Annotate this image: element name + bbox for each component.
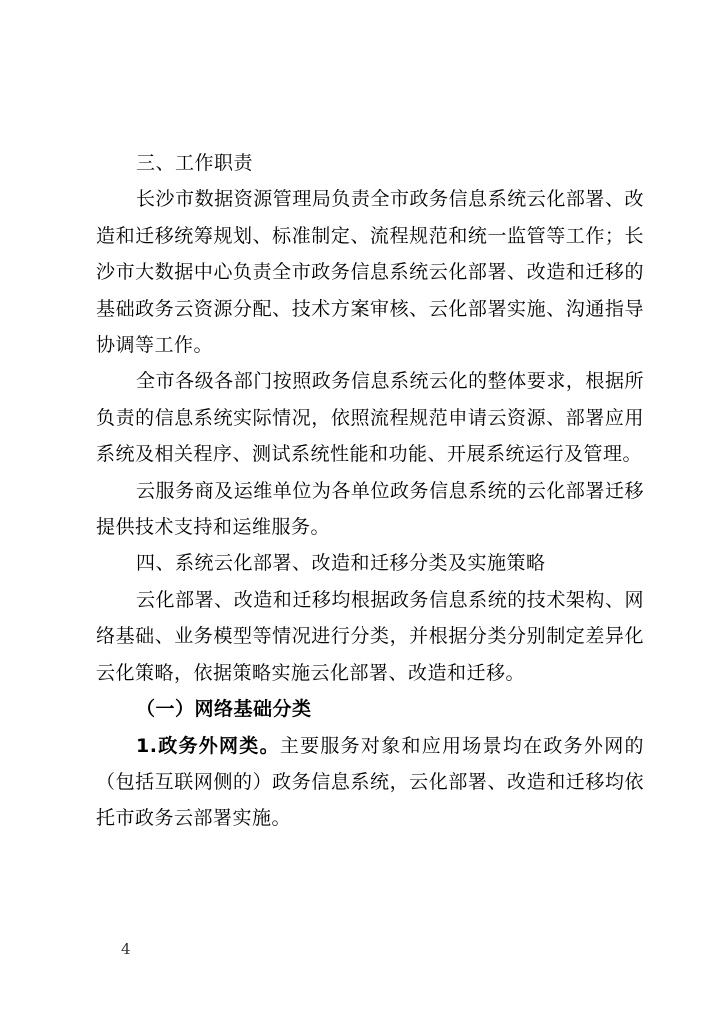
item-1-paragraph	[96, 728, 644, 837]
section-3-paragraph-2: 全市各级各部门按照政务信息系统云化的整体要求，根据所负责的信息系统实际情况，依照流程规范申请云资源、部署应用系统及相关程序、测试系统性能和功能、开展系统运行及管理。	[96, 370, 644, 466]
section-4-paragraph-1: 云化部署、改造和迁移均根据政务信息系统的技术架构、网络基础、业务模型等情况进行分类，并根据分类分别制定差异化云化策略，依据策略实施云化部署、改造和迁移。	[96, 588, 644, 684]
section-3-paragraph-1: 长沙市数据资源管理局负责全市政务信息系统云化部署、改造和迁移统筹规划、标准制定、流程规范和统一监管等工作；长沙市大数据中心负责全市政务信息系统云化部署、改造和迁移的基础政务云资源分配、技术方案审核、云化部署实施、沟通指导协调等工作。	[96, 188, 644, 357]
item-1-lead: 1.政务外网类。	[136, 734, 280, 757]
section-3-paragraph-3: 云服务商及运维单位为各单位政务信息系统的云化部署迁移提供技术支持和运维服务。	[96, 479, 644, 539]
page-number: 4	[121, 940, 131, 958]
item-1-text: 主要服务对象和应用场景均在政务外网的（包括互联网侧的）政务信息系统，云化部署、改造和迁移均依托市政务云部署实施。	[96, 734, 644, 830]
section-4-heading: 四、系统云化部署、改造和迁移分类及实施策略	[136, 552, 546, 575]
subsection-1-heading: （一）网络基础分类	[136, 698, 312, 721]
section-3-heading: 三、工作职责	[136, 152, 254, 174]
document-body	[96, 145, 644, 837]
